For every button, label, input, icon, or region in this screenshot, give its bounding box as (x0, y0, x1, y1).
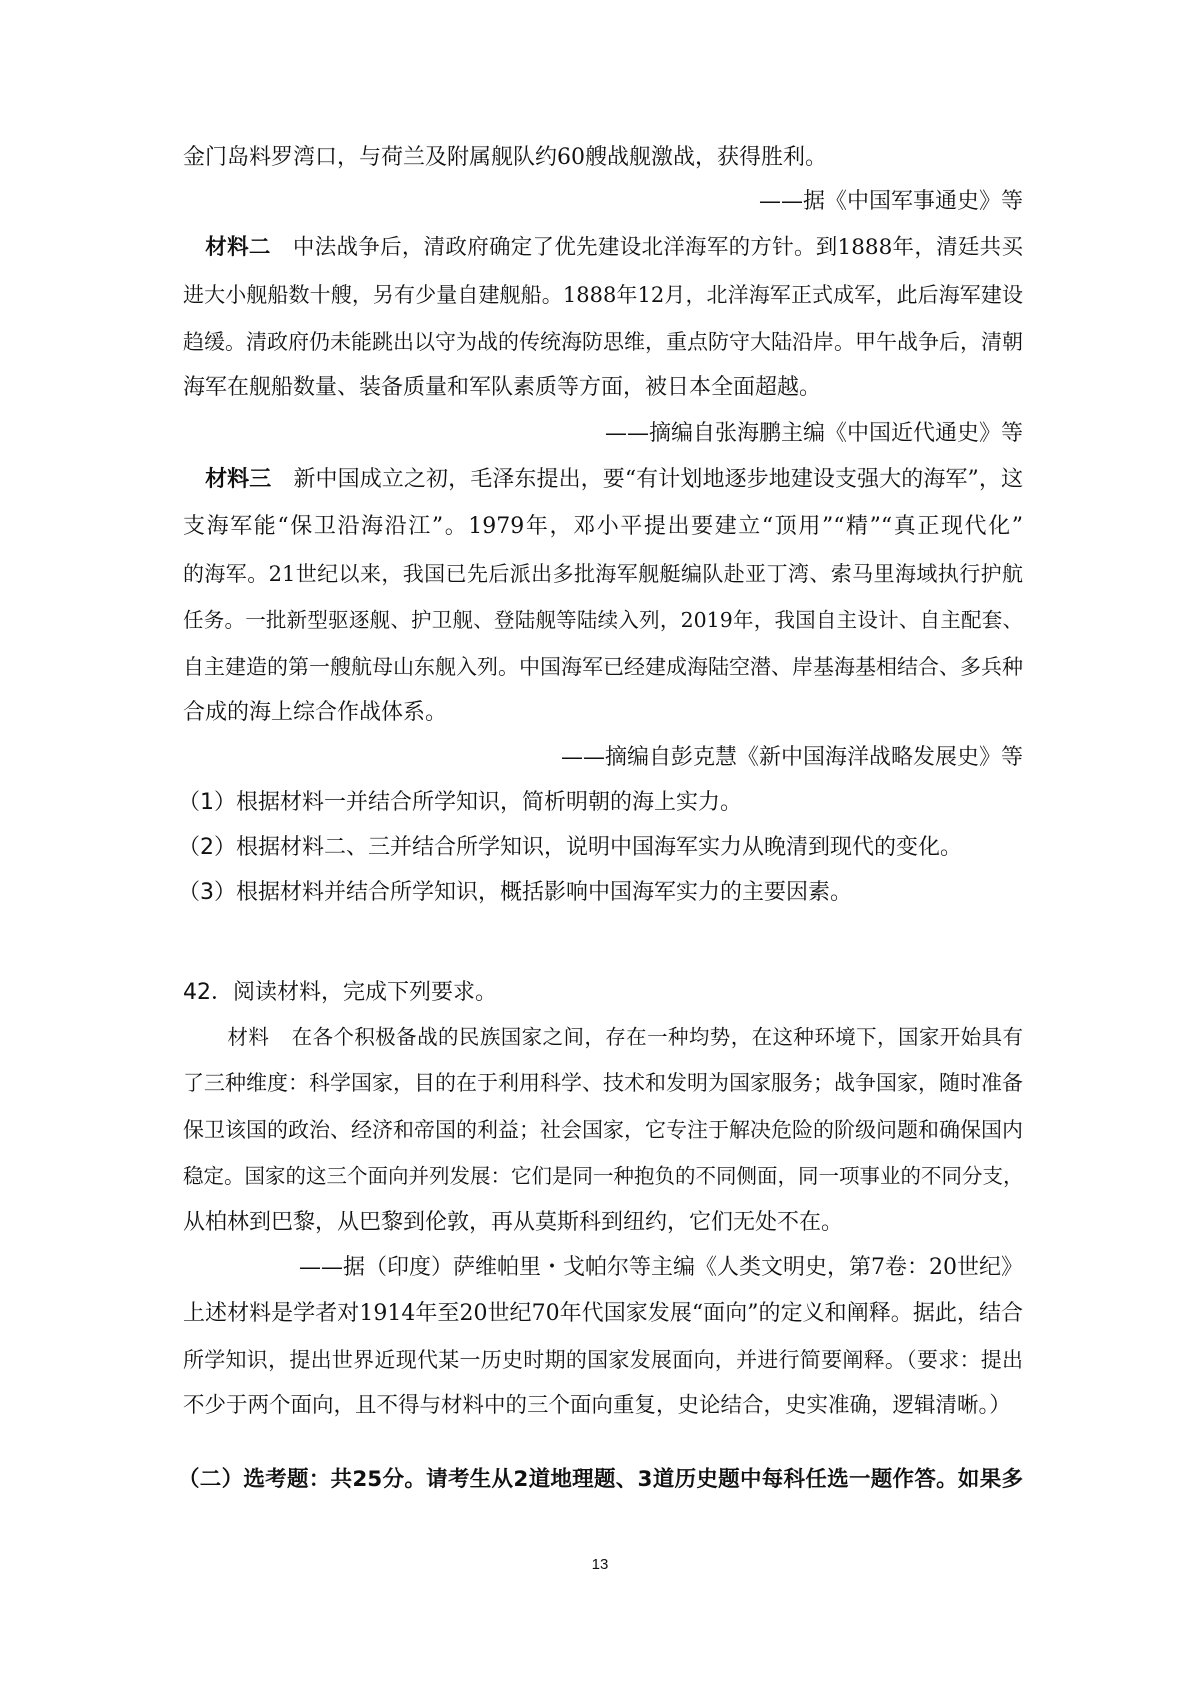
material-3-line: 合成的海上综合作战体系。 (183, 700, 448, 725)
material-2-line: 趋缓。清政府仍未能跳出以守为战的传统海防思维，重点防守大陆沿岸。甲午战争后，清朝 (183, 330, 1023, 354)
task-line: 上述材料是学者对1914年至20世纪70年代国家发展“面向”的定义和阐释。据此，结合 (183, 1301, 1023, 1326)
material-line: 了三种维度：科学国家，目的在于利用科学、技术和发明为国家服务；战争国家，随时准备 (183, 1071, 1023, 1095)
source-citation: ——据（印度）萨维帕里・戈帕尔等主编《人类文明史，第7卷：20世纪》 (299, 1255, 1023, 1280)
material-2-text: 中法战争后，清政府确定了优先建设北洋海军的方针。到1888年，清廷共买 (292, 235, 1023, 260)
material-line: 稳定。国家的这三个面向并列发展：它们是同一种抱负的不同侧面，同一项事业的不同分支， (183, 1164, 1024, 1188)
material-3-label: 材料三 (205, 467, 272, 492)
question-title: 42．阅读材料，完成下列要求。 (183, 980, 497, 1005)
material-text: 在各个积极备战的民族国家之间，存在一种均势，在这种环境下，国家开始具有 (291, 1025, 1024, 1049)
material-3-line: 的海军。21世纪以来，我国已先后派出多批海军舰艇编队赴亚丁湾、索马里海域执行护航 (183, 562, 1023, 586)
question-item: （1）根据材料一并结合所学知识，简析明朝的海上实力。 (178, 790, 742, 815)
material-3-line: 支海军能“保卫沿海沿江”。1979年，邓小平提出要建立“顶用”“精”“真正现代化” (183, 514, 1023, 539)
material-label: 材料 (227, 1025, 270, 1049)
material-line: 保卫该国的政治、经济和帝国的利益；社会国家，它专注于解决危险的阶级问题和确保国内 (183, 1118, 1023, 1142)
material-2-line (183, 233, 1023, 263)
material-line: 从柏林到巴黎，从巴黎到伦敦，再从莫斯科到纽约，它们无处不在。 (183, 1210, 844, 1235)
material-3-line: 任务。一批新型驱逐舰、护卫舰、登陆舰等陆续入列，2019年，我国自主设计、自主配套、 (183, 608, 1023, 632)
question-item: （3）根据材料并结合所学知识，概括影响中国海军实力的主要因素。 (178, 880, 852, 905)
question-item: （2）根据材料二、三并结合所学知识，说明中国海军实力从晚清到现代的变化。 (178, 835, 962, 860)
material-line (183, 1022, 1023, 1052)
material-2-label: 材料二 (205, 235, 271, 260)
page-number: 13 (591, 1556, 609, 1573)
material-2-line: 海军在舰船数量、装备质量和军队素质等方面，被日本全面超越。 (183, 375, 822, 400)
source-citation: ——摘编自张海鹏主编《中国近代通史》等 (604, 421, 1023, 446)
material-2-line: 进大小舰船数十艘，另有少量自建舰船。1888年12月，北洋海军正式成军，此后海军建设 (183, 283, 1023, 307)
source-citation: ——摘编自彭克慧《新中国海洋战略发展史》等 (560, 745, 1023, 770)
task-line: 不少于两个面向，且不得与材料中的三个面向重复，史论结合，史实准确，逻辑清晰。） (183, 1393, 1011, 1418)
material-3-line: 自主建造的第一艘航母山东舰入列。中国海军已经建成海陆空潜、岸基海基相结合、多兵种 (183, 655, 1023, 679)
task-line: 所学知识，提出世界近现代某一历史时期的国家发展面向，并进行简要阐释。（要求：提出 (183, 1348, 1023, 1372)
material-3-text: 新中国成立之初，毛泽东提出，要“有计划地逐步地建设支强大的海军”，这 (293, 467, 1023, 492)
paragraph-line: 金门岛料罗湾口，与荷兰及附属舰队约60艘战舰激战，获得胜利。 (183, 145, 827, 170)
source-citation: ——据《中国军事通史》等 (758, 189, 1023, 214)
section-header: （二）选考题：共25分。请考生从2道地理题、3道历史题中每科任选一题作答。如果多 (178, 1467, 1023, 1492)
material-3-line (183, 465, 1023, 495)
